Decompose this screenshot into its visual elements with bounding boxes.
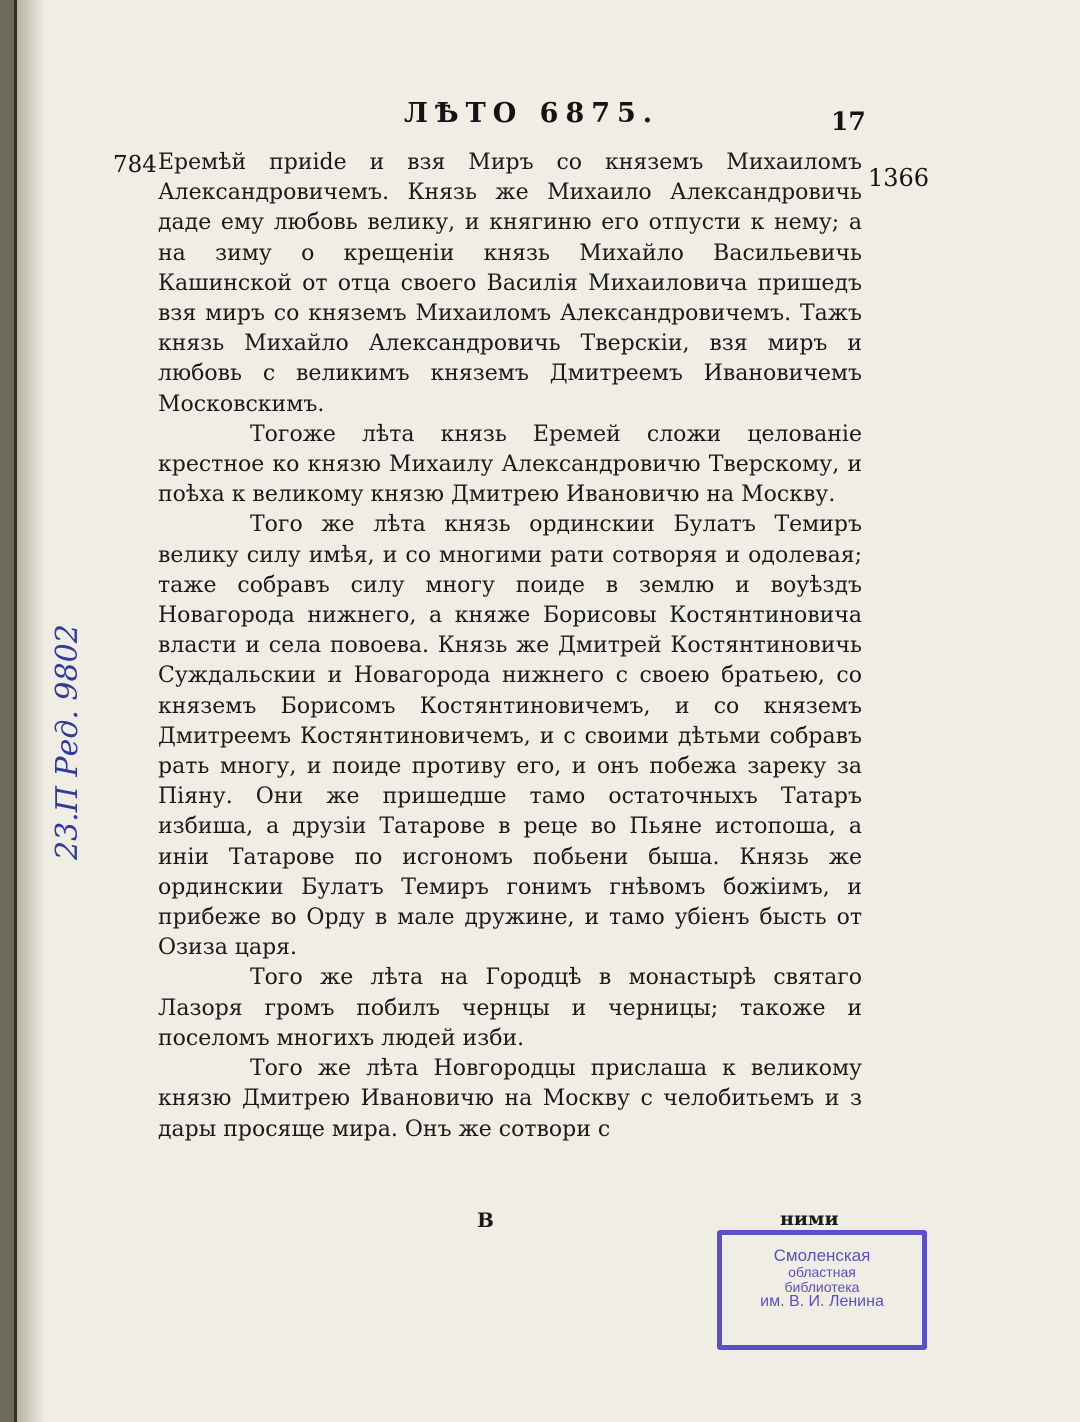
paragraph: Еремѣй приide и взя Миръ со княземъ Михаиломъ Александровичемъ. Князь же Михаило Александровичь даде ему любовь велику, и княгиню его отпусти к нему; а на зиму о крещеніи князь Михайло Васильевичь Кашинской от отца своего Василія Михаиловича пришедъ взя миръ со княземъ Михаиломъ Александровичемъ. Тажъ князь Михайло Александровичь Тверскіи, взя миръ и любовь с великимъ княземъ Дмитреемъ Ивановичемъ Московскимъ. <box>158 150 862 417</box>
catchword: ними <box>780 1208 839 1230</box>
running-title: ЛѢТО 6875. <box>404 98 660 129</box>
paragraph: Тогоже лѣта князь Еремей сложи целованіе крестное ко князю Михаилу Александровичю Тверскому, и поѣха к великому князю Дмитрею Ивановичю на Москву. <box>158 421 862 508</box>
main-text <box>158 148 862 1145</box>
paragraph: Того же лѣта на Городцѣ в монастырѣ святаго Лазоря громъ побилъ чернцы и черницы; такоже и поселомъ многихъ людей изби. <box>158 965 862 1051</box>
library-stamp <box>717 1230 927 1350</box>
page-number: 17 <box>831 107 866 136</box>
stamp-line: им. В. И. Ленина <box>760 1293 884 1311</box>
stamp-line: Смоленская <box>773 1246 871 1265</box>
inventory-mark: 23.П Ред. 9802 <box>50 624 85 860</box>
signature-mark: В <box>477 1208 494 1232</box>
stamp-line: областная <box>788 1263 856 1280</box>
margin-number-left: 784 <box>113 152 157 178</box>
margin-year-right: 1366 <box>868 164 930 192</box>
paragraph: Того же лѣта Новгородцы прислаша к великому князю Дмитрею Ивановичю на Москву с челобитьемъ и з дары просяще мира. Онъ же сотвори с <box>158 1056 862 1142</box>
page-gutter-shadow <box>17 0 45 1422</box>
stamp-line: библиотека <box>784 1278 860 1295</box>
paragraph: Того же лѣта князь ординскии Булатъ Темиръ велику силу имѣя, и со многими рати сотворяя и одолевая; таже собравъ силу многу поиде в землю и воуѣздъ Новагорода нижнего, а княже Борисовы Костянтиновича власти и села повоева. Князь же Дмитрей Костянтиновичь Суждальскии и Новагорода нижнего с своею братьею, со княземъ Борисомъ Костянтиновичемъ, и со княземъ Дмитреемъ Костянтиновичемъ, и с своими дѣтьми собравъ рать многу, и поиде противу его, и онъ побежа зареку за Піяну. Они же пришедше тамо остаточныхъ Татаръ избиша, а друзіи Татарове в реце во Пьяне истопоша, а иніи Татарове по исгономъ побьени быша. Князь же ординскии Булатъ Темиръ гонимъ гнѣвомъ божіимъ, и прибеже во Орду в мале дружине, и тамо убіенъ бысть от Озиза царя. <box>158 512 862 961</box>
